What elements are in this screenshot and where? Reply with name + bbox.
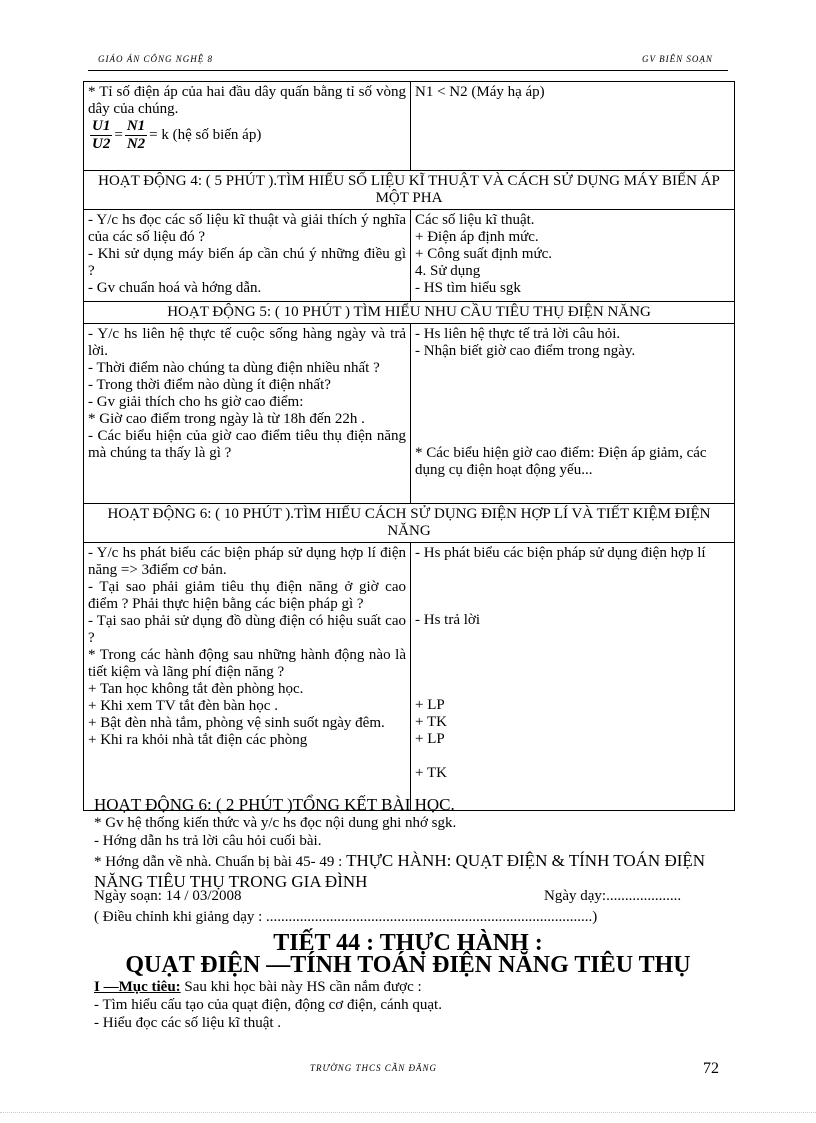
list-item: + TK — [415, 714, 447, 730]
header-rule — [88, 70, 728, 71]
frac-n1: N1 — [126, 118, 146, 134]
objectives-heading — [94, 979, 734, 995]
frac-u2: U2 — [92, 136, 111, 152]
objective-label: I —Mục tiêu: — [94, 979, 181, 995]
spacer — [415, 360, 730, 445]
activity6-left — [84, 543, 411, 811]
lesson-title: TIẾT 44 : THỰC HÀNH : — [273, 930, 543, 956]
header-left: GIÁO ÁN CÔNG NGHỆ 8 — [98, 54, 213, 64]
list-item: - Gv giải thích cho hs giờ cao điểm: — [88, 394, 304, 410]
summary-title: HOẠT ĐỘNG 6: ( 2 PHÚT )TỔNG KẾT BÀI HỌC. — [94, 795, 455, 814]
list-item: - Thời điểm nào chúng ta dùng điện nhiều nhất ? — [88, 360, 380, 376]
lesson-table — [83, 81, 735, 814]
activity6-title: HOẠT ĐỘNG 6: ( 10 PHÚT ).TÌM HIỂU CÁCH SỬ DỤNG ĐIỆN HỢP LÍ VÀ TIẾT KIỆM ĐIỆN NĂNG — [84, 504, 735, 543]
list-item: + Công suất định mức. — [415, 246, 552, 262]
table-row-ratio — [84, 82, 735, 171]
table-row-activity5-title — [84, 302, 735, 324]
list-item: * Trong các hành động sau những hành động nào là tiết kiệm và lãng phí điện năng ? — [88, 647, 406, 680]
table-row-activity6 — [84, 543, 735, 811]
ratio-tail: = k (hệ số biến áp) — [149, 126, 262, 143]
date-prepared: Ngày soạn: 14 / 03/2008 — [94, 888, 242, 904]
table-row-activity4-title — [84, 171, 735, 210]
activity4-title: HOẠT ĐỘNG 4: ( 5 PHÚT ).TÌM HIỂU SỐ LIỆU KĨ THUẬT VÀ CÁCH SỬ DỤNG MÁY BIẾN ÁP MỘT PHA — [84, 171, 735, 210]
table-row-activity5 — [84, 324, 735, 504]
header-right: GV BIÊN SOẠN — [642, 54, 713, 64]
activity6-right — [411, 543, 735, 811]
activity5-right — [411, 324, 735, 504]
frac-n2: N2 — [126, 136, 146, 152]
list-item: + LP — [415, 731, 445, 747]
list-item: - Tại sao phải giảm tiêu thụ điện năng ở giờ cao điểm ? Phải thực hiện bằng các biện pháp gì ? — [88, 579, 406, 612]
fraction-n1-n2 — [125, 118, 147, 153]
objective-intro: Sau khi học bài này HS cần nắm được : — [180, 979, 422, 995]
objective-1: - Tìm hiểu cấu tạo của quạt điện, động cơ điện, cánh quạt. — [94, 997, 442, 1013]
adjust-note: ( Điều chỉnh khi giảng dạy : .......................................................................................) — [94, 909, 598, 925]
list-item: Các số liệu kĩ thuật. — [415, 212, 535, 228]
page-number: 72 — [703, 1060, 719, 1077]
list-item: + Tan học không tắt đèn phòng học. — [88, 681, 304, 697]
date-teach: Ngày dạy:.................... — [544, 888, 682, 904]
activity5-title: HOẠT ĐỘNG 5: ( 10 PHÚT ) TÌM HIỂU NHU CẦU TIÊU THỤ ĐIỆN NĂNG — [84, 302, 735, 324]
list-item: - Y/c hs liên hệ thực tế cuộc sống hàng ngày và trả lời. — [88, 326, 406, 359]
spacer — [415, 562, 730, 612]
list-item: + LP — [415, 697, 445, 713]
summary-line-1: * Gv hệ thống kiến thức và y/c hs đọc nội dung ghi nhớ sgk. — [94, 815, 457, 831]
ratio-right-cell: N1 < N2 (Máy hạ áp) — [411, 82, 735, 171]
list-item: - Nhận biết giờ cao điểm trong ngày. — [415, 343, 636, 359]
page-edge — [0, 1112, 816, 1113]
list-item: + Khi ra khỏi nhà tắt điện các phòng — [88, 732, 308, 748]
equals-sign: = — [114, 126, 123, 143]
list-item: - Hs phát biểu các biện pháp sử dụng điện hợp lí — [415, 545, 706, 561]
activity4-left — [84, 210, 411, 302]
table-row-activity6-title — [84, 504, 735, 543]
list-item: + TK — [415, 765, 447, 781]
homework-title: THỰC HÀNH: QUẠT ĐIỆN & TÍNH TOÁN ĐIỆN NĂNG TIÊU THỤ TRONG GIA ĐÌNH — [94, 851, 706, 891]
list-item: + Bật đèn nhà tắm, phòng vệ sinh suốt ngày đêm. — [88, 715, 385, 731]
spacer — [415, 748, 730, 765]
list-item: - Khi sử dụng máy biến áp cần chú ý những điều gì ? — [88, 246, 406, 279]
list-item: - Hs liên hệ thực tế trả lời câu hỏi. — [415, 326, 621, 342]
list-item: - Gv chuẩn hoá và hớng dẫn. — [88, 280, 262, 296]
list-item: - Hs trả lời — [415, 612, 481, 628]
frac-u1: U1 — [92, 118, 111, 134]
list-item: - Tại sao phải sử dụng đồ dùng điện có hiệu suất cao ? — [88, 613, 406, 646]
activity5-left — [84, 324, 411, 504]
ratio-left-cell — [84, 82, 411, 171]
list-item: * Giờ cao điểm trong ngày là từ 18h đến 22h . — [88, 411, 365, 427]
activity4-right — [411, 210, 735, 302]
lesson-subtitle: QUẠT ĐIỆN —TÍNH TOÁN ĐIỆN NĂNG TIÊU THỤ — [125, 952, 691, 978]
list-item: - Y/c hs đọc các số liệu kĩ thuật và giải thích ý nghĩa của các số liệu đó ? — [88, 212, 406, 245]
table-row-activity4 — [84, 210, 735, 302]
homework-prefix: * Hớng dẫn về nhà. Chuẩn bị bài 45- 49 : — [94, 854, 343, 870]
footer-school: TRƯỜNG THCS CẦN ĐĂNG — [310, 1063, 438, 1073]
list-item: - HS tìm hiểu sgk — [415, 280, 521, 296]
list-item: + Điện áp định mức. — [415, 229, 539, 245]
list-item: - Các biểu hiện của giờ cao điểm tiêu thụ điện năng mà chúng ta thấy là gì ? — [88, 428, 406, 461]
ratio-text: * Tỉ số điện áp của hai đầu dây quấn bằng tỉ số vòng dây của chúng. — [88, 84, 406, 117]
list-item: + Khi xem TV tắt đèn bàn học . — [88, 698, 278, 714]
list-item: 4. Sử dụng — [415, 263, 481, 279]
list-item: - Trong thời điểm nào dùng ít điện nhất? — [88, 377, 331, 393]
homework — [94, 851, 734, 893]
objective-2: - Hiểu đọc các số liệu kĩ thuật . — [94, 1015, 282, 1031]
fraction-u1-u2 — [90, 118, 112, 153]
list-item: * Các biểu hiện giờ cao điểm: Điện áp giảm, các dụng cụ điện hoạt động yếu... — [415, 445, 707, 478]
spacer — [415, 629, 730, 697]
list-item: - Y/c hs phát biểu các biện pháp sử dụng hợp lí điện năng => 3điểm cơ bản. — [88, 545, 406, 578]
summary-line-2: - Hớng dẫn hs trả lời câu hỏi cuối bài. — [94, 833, 322, 849]
